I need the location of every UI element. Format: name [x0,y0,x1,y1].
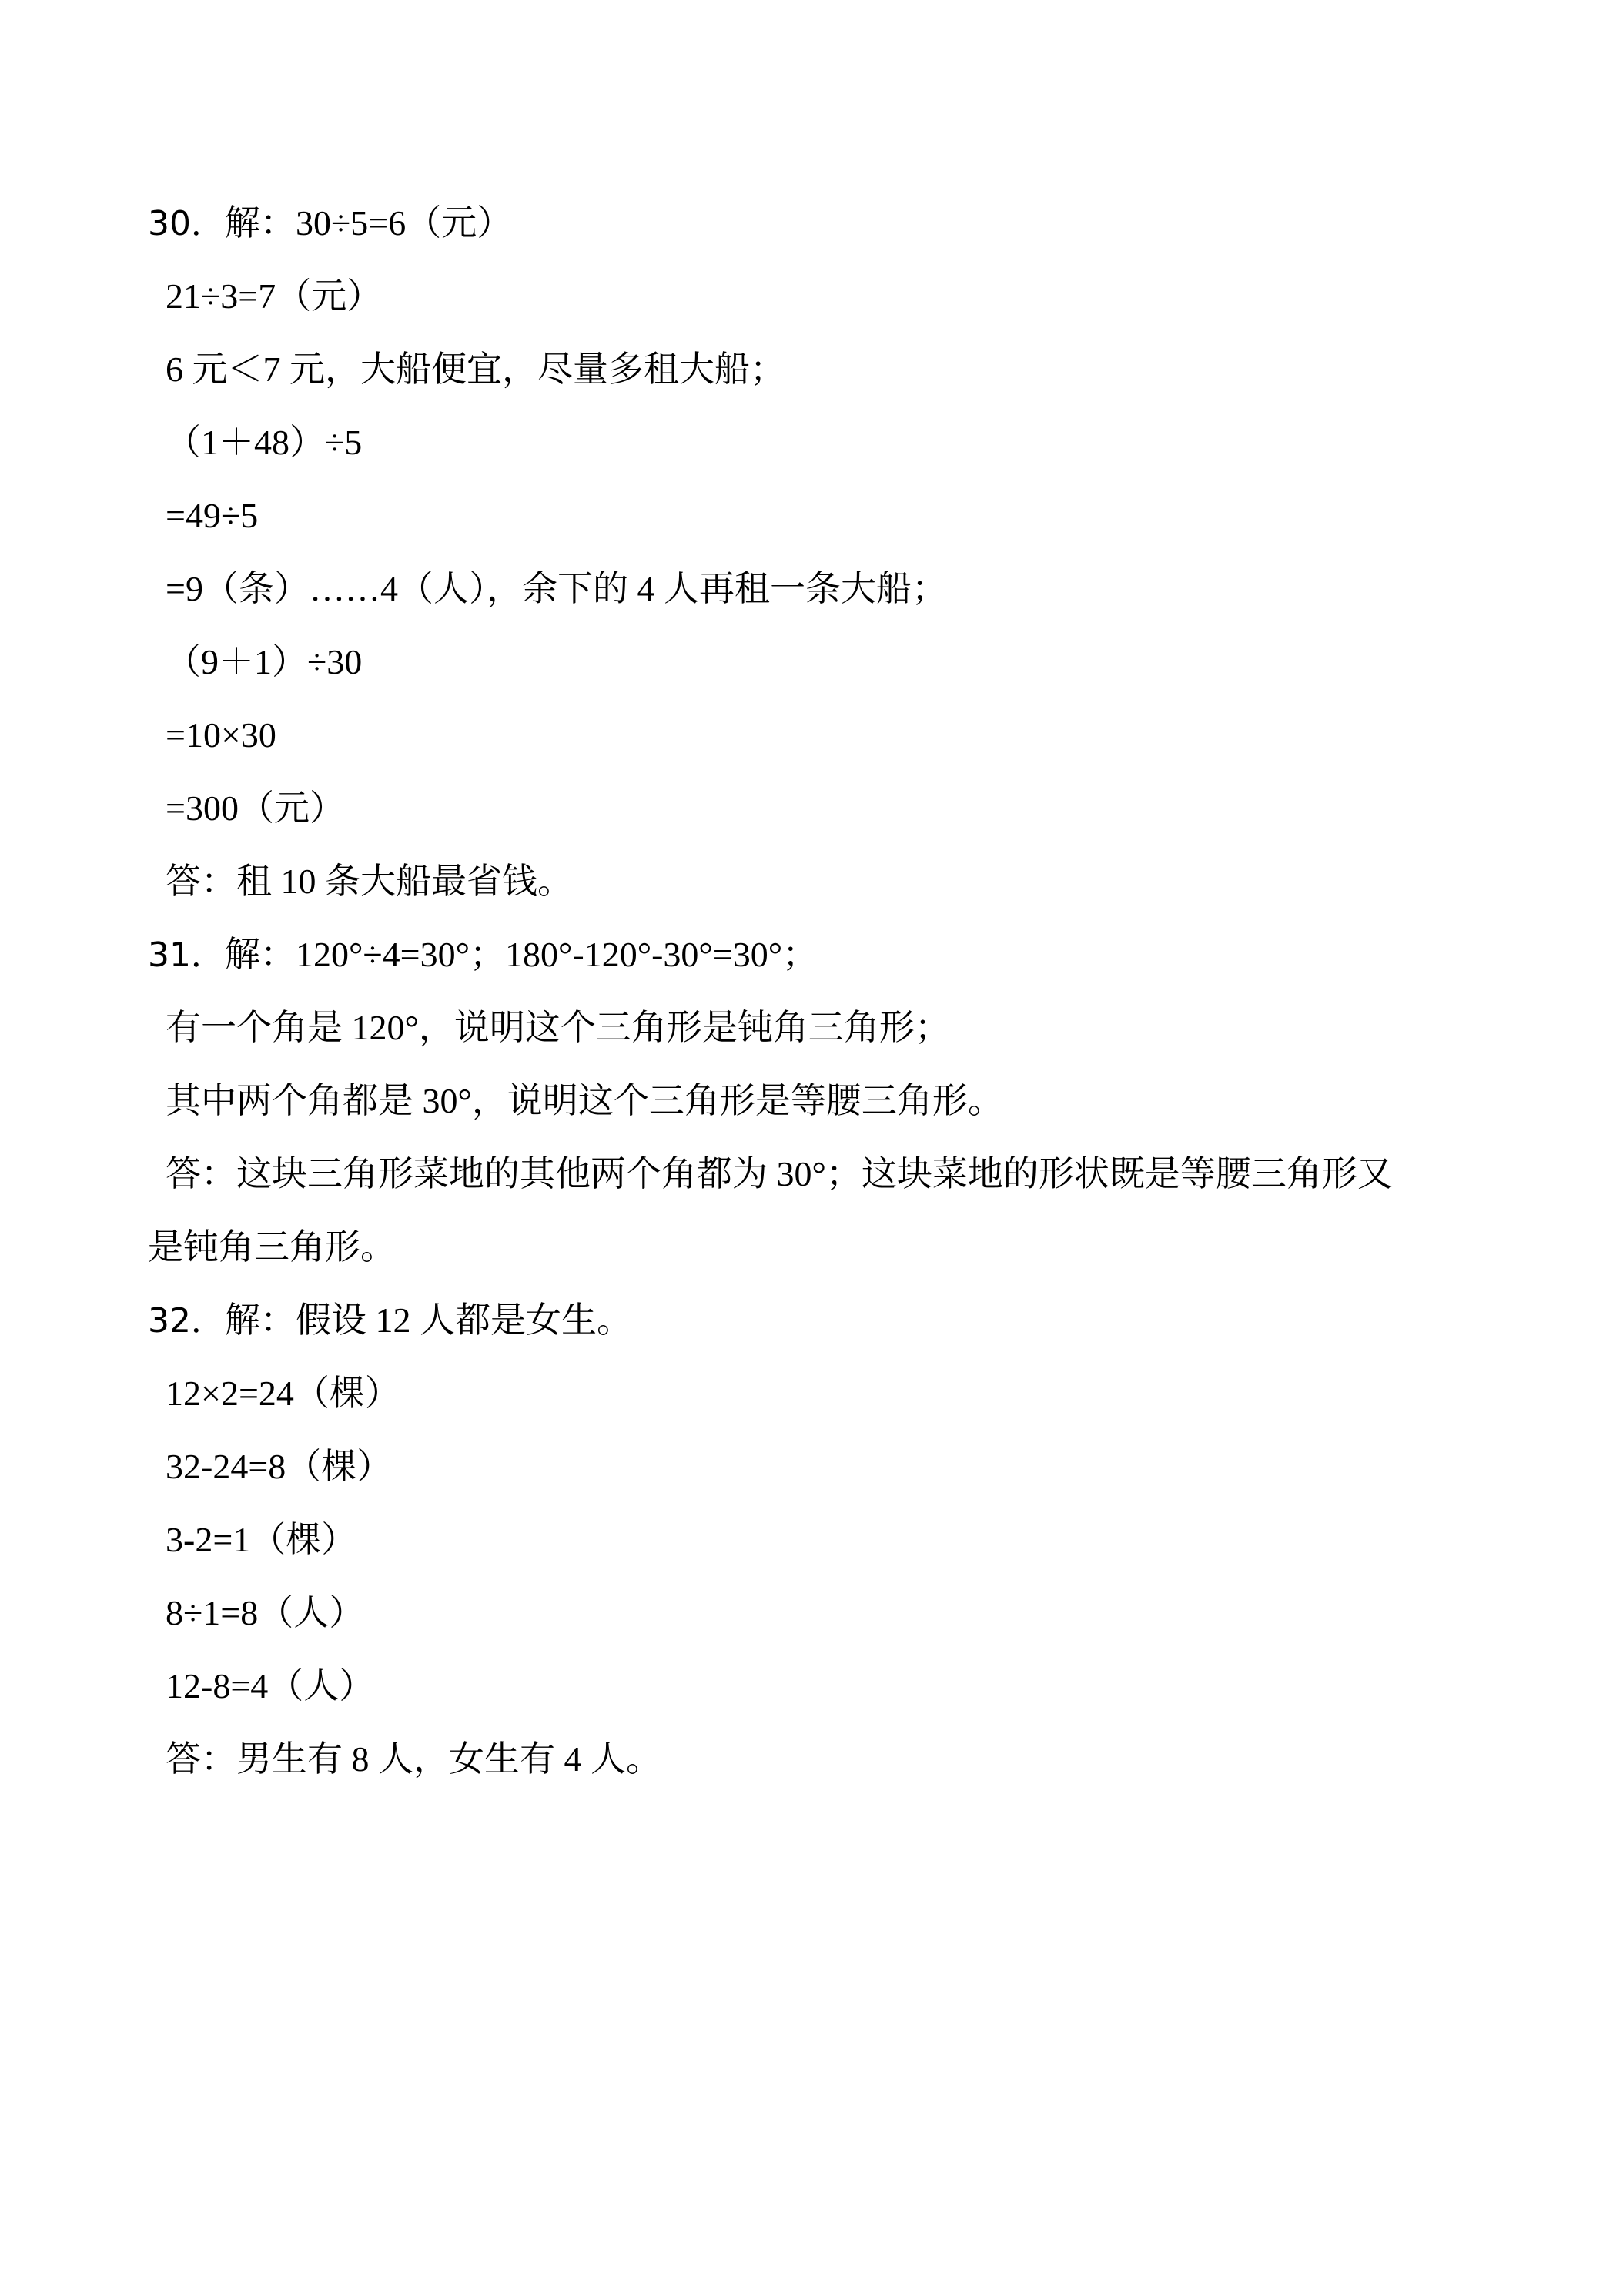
answer-line: 答：男生有 8 人，女生有 4 人。 [166,1739,661,1779]
solution-line: 3-2=1（棵） [166,1520,357,1559]
solution-line: 有一个角是 120°，说明这个三角形是钝角三角形； [166,1008,950,1047]
question-32-heading [148,1297,632,1344]
solution-line: （9＋1）÷30 [166,642,363,681]
question-number: 31． [148,935,225,975]
solution-line: 8÷1=8（人） [166,1593,365,1632]
answer-line: 答：租 10 条大船最省钱。 [166,862,573,901]
solution-line: =9（条）……4（人），余下的 4 人再租一条大船； [166,569,947,608]
solution-line: 21÷3=7（元） [166,276,383,316]
answer-line: 答：这块三角形菜地的其他两个角都为 30°；这块菜地的形状既是等腰三角形又 [166,1154,1393,1193]
question-30-heading [148,200,512,247]
solution-line: （1＋48）÷5 [166,423,363,462]
solution-line: 12-8=4（人） [166,1666,375,1705]
question-number: 32． [148,1301,225,1340]
solution-line: =10×30 [166,715,276,755]
solution-line: 其中两个角都是 30°，说明这个三角形是等腰三角形。 [166,1081,1003,1120]
question-31-heading [148,932,818,979]
question-number: 30． [148,204,225,243]
solution-line: 解：假设 12 人都是女生。 [225,1300,632,1340]
solution-line: 12×2=24（棵） [166,1374,400,1413]
solution-line: 解：120°÷4=30°；180°-120°-30°=30°； [225,935,818,974]
solution-line: =300（元） [166,788,345,828]
solution-line: 解：30÷5=6（元） [225,203,513,243]
answer-line-continued: 是钝角三角形。 [148,1227,396,1267]
solution-line: =49÷5 [166,496,259,535]
solution-line: 32-24=8（棵） [166,1447,393,1486]
solution-line: 6 元＜7 元，大船便宜，尽量多租大船； [166,350,785,389]
